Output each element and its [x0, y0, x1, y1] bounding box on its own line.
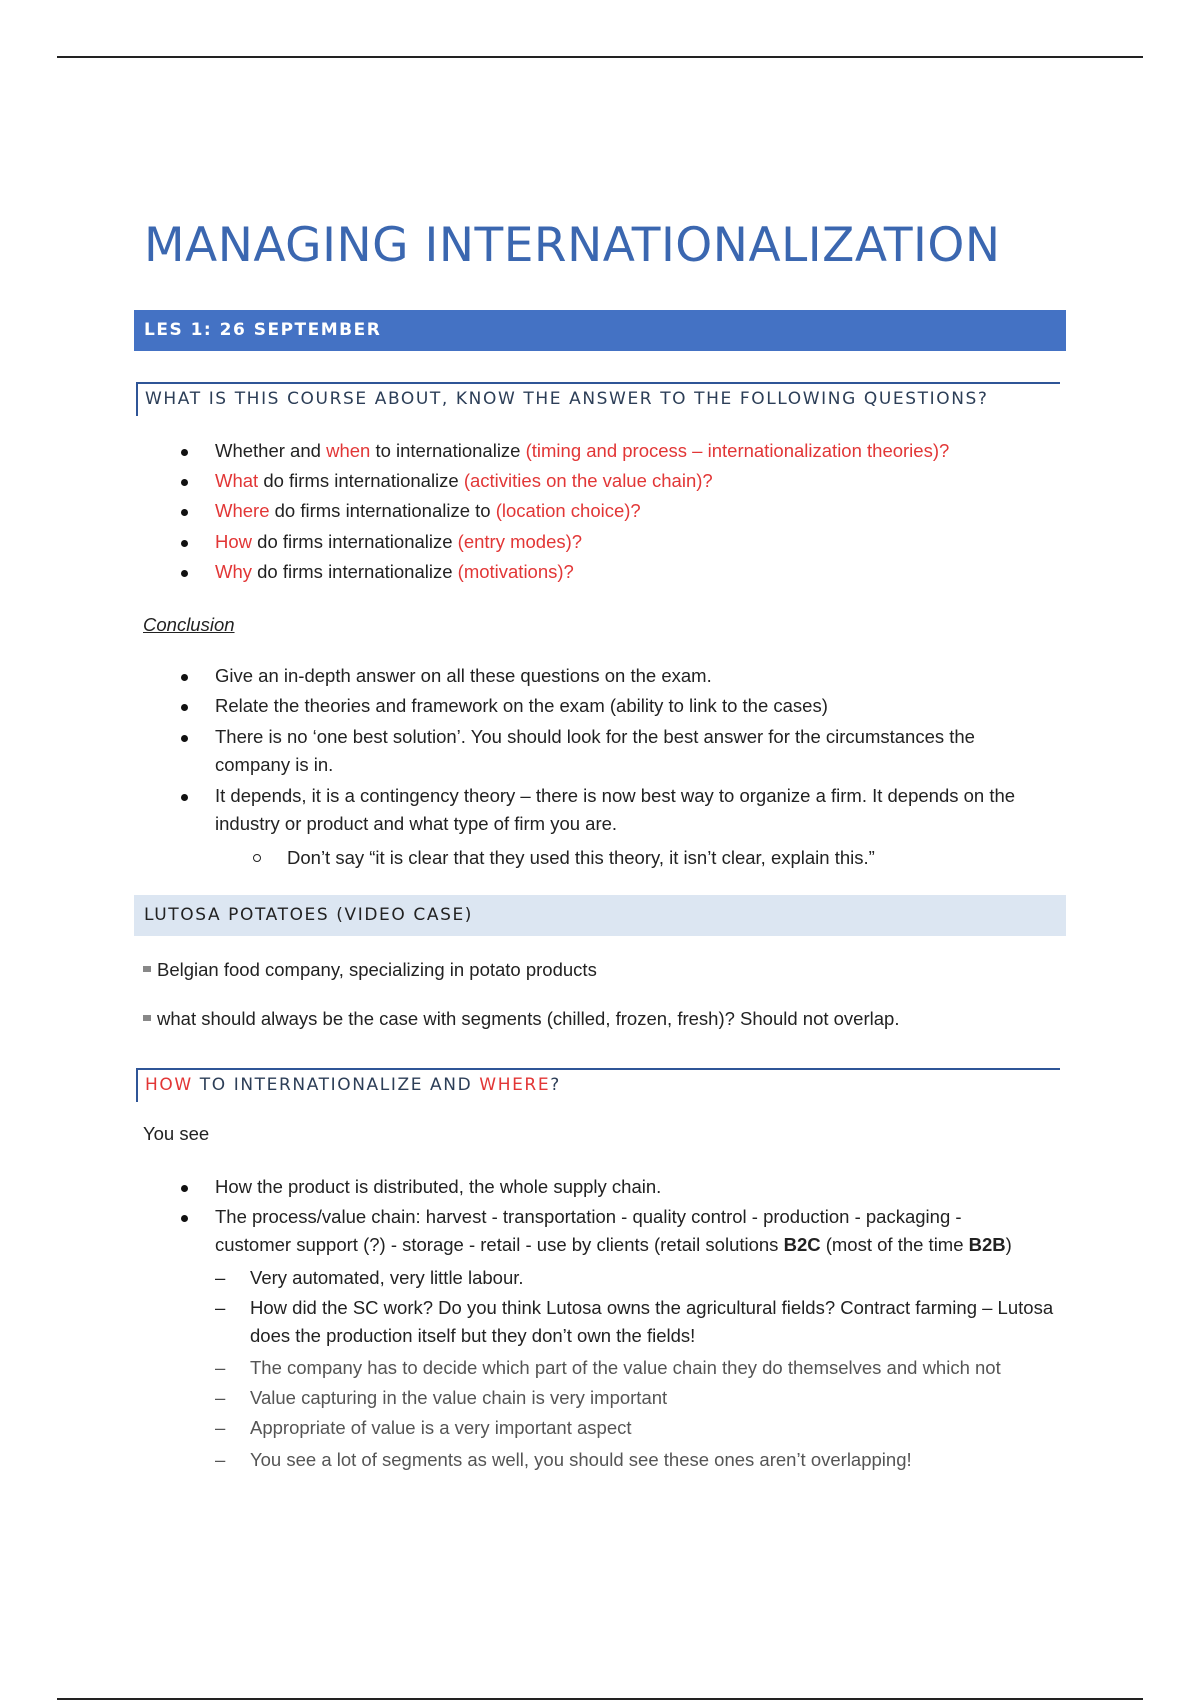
bullet-icon [181, 540, 188, 547]
bullet-icon [181, 704, 188, 711]
bullet-icon [181, 1185, 188, 1192]
bullet-icon [181, 674, 188, 681]
bullet-icon [181, 449, 188, 456]
list-item: – Value capturing in the value chain is very important [215, 1387, 668, 1408]
list-item: – Appropriate of value is a very important aspect [215, 1417, 632, 1438]
detail-list [0, 1264, 1060, 1474]
you-see-text: You see [143, 1123, 210, 1144]
heading-course-about: WHAT IS THIS COURSE ABOUT, KNOW THE ANSWER TO THE FOLLOWING QUESTIONS? [136, 382, 1060, 416]
conclusion-list [0, 662, 1040, 838]
list-item: How do firms internationalize (entry modes)? [0, 528, 1040, 556]
bullet-icon [181, 794, 188, 801]
circle-bullet-icon [253, 854, 261, 862]
bullet-icon [181, 570, 188, 577]
process-list [0, 1173, 1040, 1259]
heading-les1: LES 1: 26 SEPTEMBER [134, 310, 1066, 351]
heading-lutosa: LUTOSA POTATOES (VIDEO CASE) [134, 895, 1066, 936]
list-item: It depends, it is a contingency theory – there is now best way to organize a firm. It depends on the industry or product and what type of firm you are. [0, 782, 1040, 838]
square-bullet-icon [143, 1015, 151, 1021]
lutosa-line-2: what should always be the case with segments (chilled, frozen, fresh)? Should not overlap. [143, 1008, 899, 1030]
square-bullet-icon [143, 966, 151, 972]
list-item: The process/value chain: harvest - transportation - quality control - production - packaging - customer support (?) - storage - retail - use by clients (retail solutions B2C (most of the time B2B) [0, 1203, 1040, 1259]
bullet-icon [181, 509, 188, 516]
list-item: Relate the theories and framework on the exam (ability to link to the cases) [0, 692, 1040, 720]
list-item: Where do firms internationalize to (location choice)? [0, 497, 1040, 525]
sub-list-item: Don’t say “it is clear that they used this theory, it isn’t clear, explain this.” [0, 844, 1100, 872]
bullet-icon [181, 479, 188, 486]
lutosa-line-1: Belgian food company, specializing in potato products [143, 959, 597, 981]
list-item: What do firms internationalize (activities on the value chain)? [0, 467, 1040, 495]
list-item: There is no ‘one best solution’. You should look for the best answer for the circumstances the company is in. [0, 723, 1040, 779]
list-item: – The company has to decide which part of the value chain they do themselves and which not [215, 1357, 1001, 1378]
questions-list [0, 437, 1040, 586]
list-item: Why do firms internationalize (motivations)? [0, 558, 1040, 586]
heading-how-where: HOW TO INTERNATIONALIZE AND WHERE? [136, 1068, 1060, 1102]
list-item: Whether and when to internationalize (timing and process – internationalization theories)? [0, 437, 1040, 465]
bullet-icon [181, 1215, 188, 1222]
document-title: MANAGING INTERNATIONALIZATION [144, 218, 1001, 273]
list-item: Give an in-depth answer on all these questions on the exam. [0, 662, 1040, 690]
bullet-icon [181, 735, 188, 742]
list-item: – You see a lot of segments as well, you should see these ones aren’t overlapping! [215, 1449, 912, 1470]
list-item: – Very automated, very little labour. [215, 1267, 524, 1288]
list-item: – How did the SC work? Do you think Lutosa owns the agricultural fields? Contract farming – Lutosa does the production itself but they don’t own the fields! [215, 1297, 1054, 1346]
list-item: How the product is distributed, the whole supply chain. [0, 1173, 1040, 1201]
conclusion-label: Conclusion [143, 614, 235, 635]
page-top-rule [57, 56, 1143, 58]
